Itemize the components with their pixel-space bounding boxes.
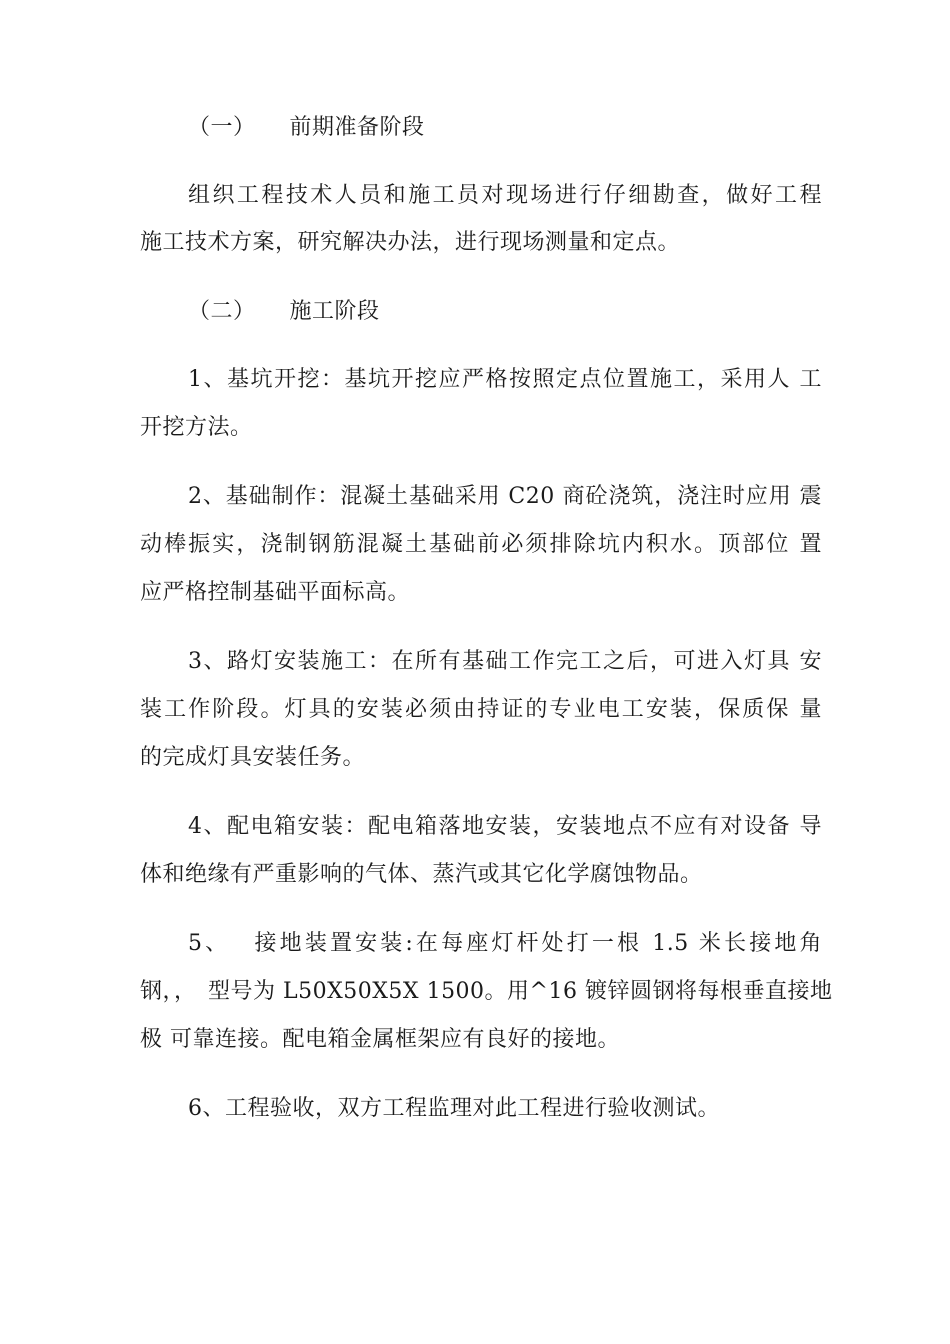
list-item-line: 极 可靠连接。配电箱金属框架应有良好的接地。 — [140, 1027, 620, 1052]
list-item-line: 装工作阶段。灯具的安装必须由持证的专业电工安装，保质保 量 — [140, 697, 822, 722]
section-heading-preparation: （一） 前期准备阶段 — [188, 115, 425, 140]
list-item-line: 应严格控制基础平面标高。 — [140, 580, 411, 605]
paragraph-line: 施工技术方案，研究解决办法，进行现场测量和定点。 — [140, 230, 681, 255]
list-item-line: 3、路灯安装施工：在所有基础工作完工之后，可进入灯具 安 — [188, 649, 822, 674]
list-item-line: 1、基坑开挖：基坑开挖应严格按照定点位置施工，采用人 工 — [188, 367, 822, 392]
list-item-line: 钢，， 型号为 L50X50X5X 1500。用^16 镀锌圆钢将每根垂直接地 — [140, 979, 833, 1004]
list-item-line: 体和绝缘有严重影响的气体、蒸汽或其它化学腐蚀物品。 — [140, 862, 703, 887]
list-item-line: 开挖方法。 — [140, 415, 253, 440]
list-item-line: 4、配电箱安装：配电箱落地安装，安装地点不应有对设备 导 — [188, 814, 822, 839]
list-item-line: 动棒振实，浇制钢筋混凝土基础前必须排除坑内积水。顶部位 置 — [140, 532, 822, 557]
list-item-line: 的完成灯具安装任务。 — [140, 745, 366, 770]
list-item-line: 2、基础制作：混凝土基础采用 C20 商砼浇筑，浇注时应用 震 — [188, 484, 822, 509]
paragraph-line: 组织工程技术人员和施工员对现场进行仔细勘查，做好工程 — [188, 183, 822, 208]
list-item-line: 5、 接地装置安装:在每座灯杆处打一根 1.5 米长接地角 — [188, 931, 822, 956]
list-item-line: 6、工程验收，双方工程监理对此工程进行验收测试。 — [188, 1096, 720, 1121]
section-heading-construction: （二） 施工阶段 — [188, 299, 380, 324]
